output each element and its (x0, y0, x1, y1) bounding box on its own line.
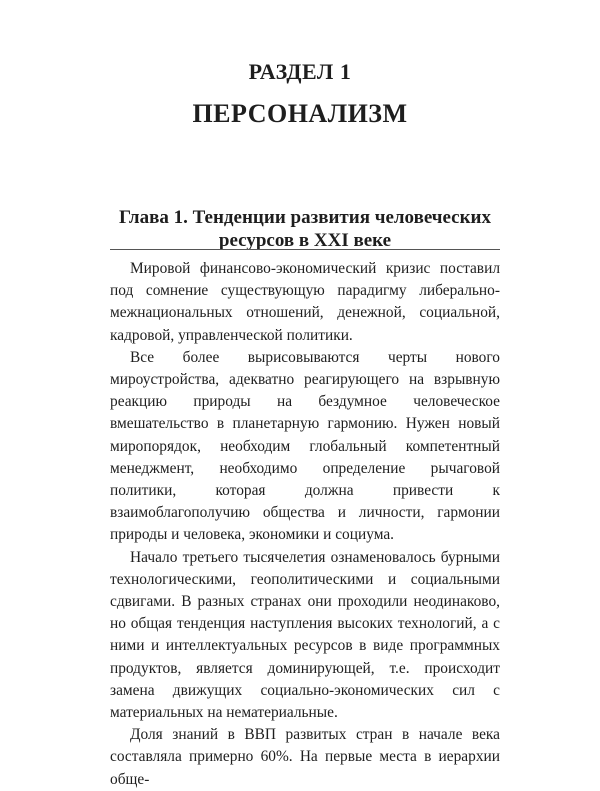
chapter-body (110, 258, 500, 791)
paragraph-4: Доля знаний в ВВП развитых стран в начале века составляла примерно 60%. На первые места в иерархии обще- (110, 726, 500, 788)
section-label: РАЗДЕЛ 1 (248, 59, 352, 84)
paragraph-3: Начало третьего тысячелетия ознаменовалось бурными технологическими, геополитическими и социальными сдвигами. В разных странах они проходили неодинаково, но общая тенденция наступления высоких технологий, а с ними и интеллектуальных ресурсов в виде программных продуктов, является доминирующей, т.е. происходит замена движущих социально-экономических сил с материальных на нематериальные. (110, 548, 500, 722)
section-title: ПЕРСОНАЛИЗМ (192, 99, 408, 128)
chapter-heading-line-2: ресурсов в XXI веке (218, 230, 392, 251)
chapter-divider (110, 249, 500, 250)
paragraph-2: Все более вырисовываются черты нового мироустройства, адекватно реагирующего на взрывную реакцию природы на бездумное человеческое вмешательство в планетарную гармонию. Нужен новый миропорядок, необходим глобальный компетентный менеджмент, необходимо определение рычаговой политики, которая должна привести к взаимоблагополучию общества и личности, гармонии природы и человека, экономики и социума. (110, 348, 500, 544)
paragraph-1: Мировой финансово-экономический кризис поставил под сомнение существующую парадигму либерально-межнациональных отношений, денежной, социальной, кадровой, управленческой политики. (110, 260, 500, 344)
chapter-heading-line-1: Глава 1. Тенденции развития человеческих (118, 207, 491, 228)
chapter-heading (110, 206, 500, 252)
